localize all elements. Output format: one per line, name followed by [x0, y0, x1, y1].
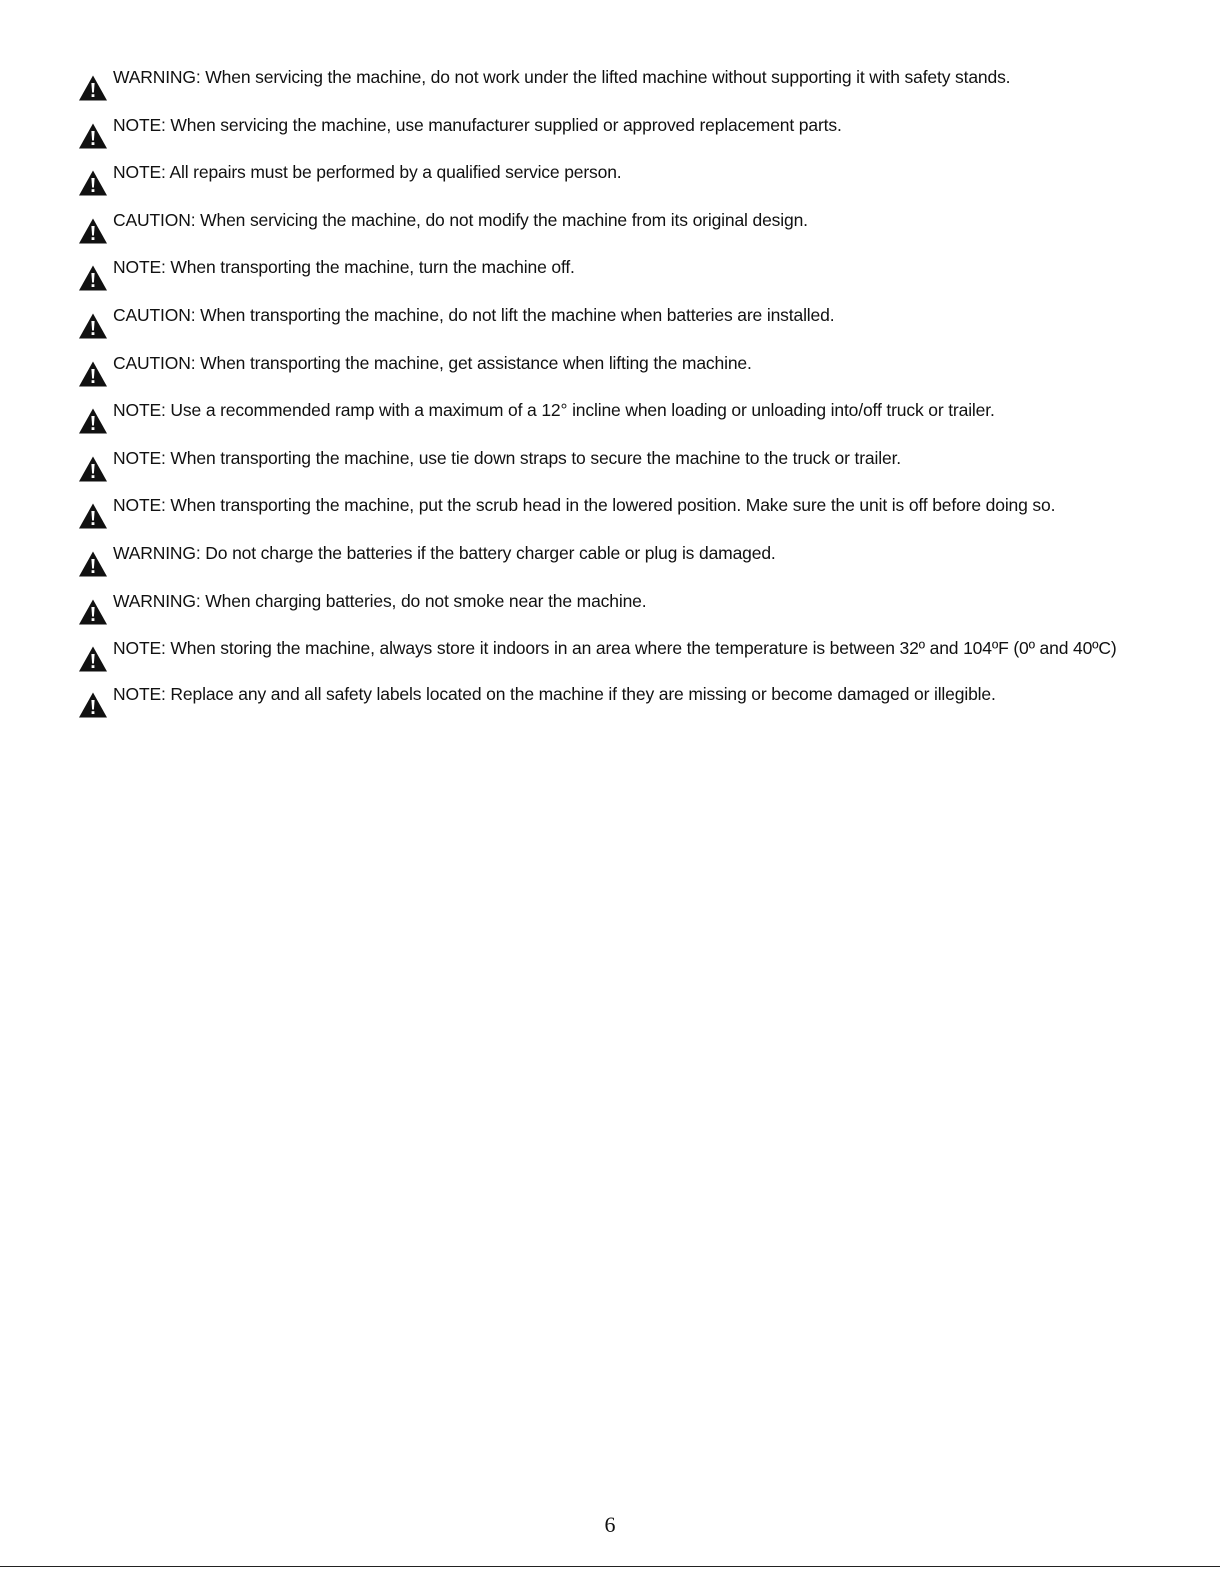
warning-triangle-icon [78, 169, 108, 197]
safety-note [78, 494, 1148, 516]
safety-notes-list [78, 66, 1148, 731]
safety-note-text: CAUTION: When transporting the machine, get assistance when lifting the machine. [113, 352, 752, 373]
safety-note-text: CAUTION: When transporting the machine, do not lift the machine when batteries are installed. [113, 304, 835, 325]
warning-triangle-icon [78, 550, 108, 578]
warning-triangle-icon [78, 407, 108, 435]
warning-triangle-icon [78, 455, 108, 483]
warning-triangle-icon [78, 217, 108, 245]
safety-note-text: NOTE: When transporting the machine, use tie down straps to secure the machine to the truck or trailer. [113, 447, 901, 468]
safety-note [78, 637, 1148, 659]
safety-note [78, 161, 1148, 183]
safety-note-text: NOTE: Use a recommended ramp with a maximum of a 12° incline when loading or unloading into/off truck or trailer. [113, 400, 995, 421]
warning-triangle-icon [78, 598, 108, 626]
safety-note [78, 66, 1148, 88]
safety-note-text: NOTE: When servicing the machine, use manufacturer supplied or approved replacement parts. [113, 114, 842, 135]
safety-note-text: NOTE: When transporting the machine, put the scrub head in the lowered position. Make sure the unit is off before doing so. [113, 495, 1056, 516]
page-number: 6 [604, 1512, 616, 1537]
warning-triangle-icon [78, 122, 108, 150]
safety-note-text: WARNING: When servicing the machine, do not work under the lifted machine without supporting it with safety stands. [113, 67, 1011, 87]
safety-note [78, 590, 1148, 612]
safety-note [78, 683, 1148, 705]
safety-note [78, 256, 1148, 278]
safety-note [78, 209, 1148, 231]
warning-triangle-icon [78, 502, 108, 530]
warning-triangle-icon [78, 645, 108, 673]
safety-note [78, 447, 1148, 469]
safety-note-text: WARNING: When charging batteries, do not smoke near the machine. [113, 590, 647, 611]
safety-note [78, 114, 1148, 136]
safety-note-text: NOTE: When transporting the machine, turn the machine off. [113, 257, 575, 278]
safety-note [78, 399, 1148, 421]
safety-note [78, 352, 1148, 374]
warning-triangle-icon [78, 360, 108, 388]
warning-triangle-icon [78, 312, 108, 340]
safety-note [78, 304, 1148, 326]
safety-note-text: CAUTION: When servicing the machine, do not modify the machine from its original design. [113, 209, 808, 230]
safety-note-text: NOTE: When storing the machine, always store it indoors in an area where the temperature is between 32º and 104ºF (0º and 40ºC) [113, 638, 1117, 659]
warning-triangle-icon [78, 74, 108, 102]
safety-note-text: WARNING: Do not charge the batteries if the battery charger cable or plug is damaged. [113, 542, 776, 563]
warning-triangle-icon [78, 264, 108, 292]
safety-note-text: NOTE: All repairs must be performed by a qualified service person. [113, 162, 622, 183]
bottom-rule [0, 1566, 1220, 1567]
safety-note [78, 542, 1148, 564]
warning-triangle-icon [78, 691, 108, 719]
safety-note-text: NOTE: Replace any and all safety labels located on the machine if they are missing or become damaged or illegible. [113, 684, 996, 705]
